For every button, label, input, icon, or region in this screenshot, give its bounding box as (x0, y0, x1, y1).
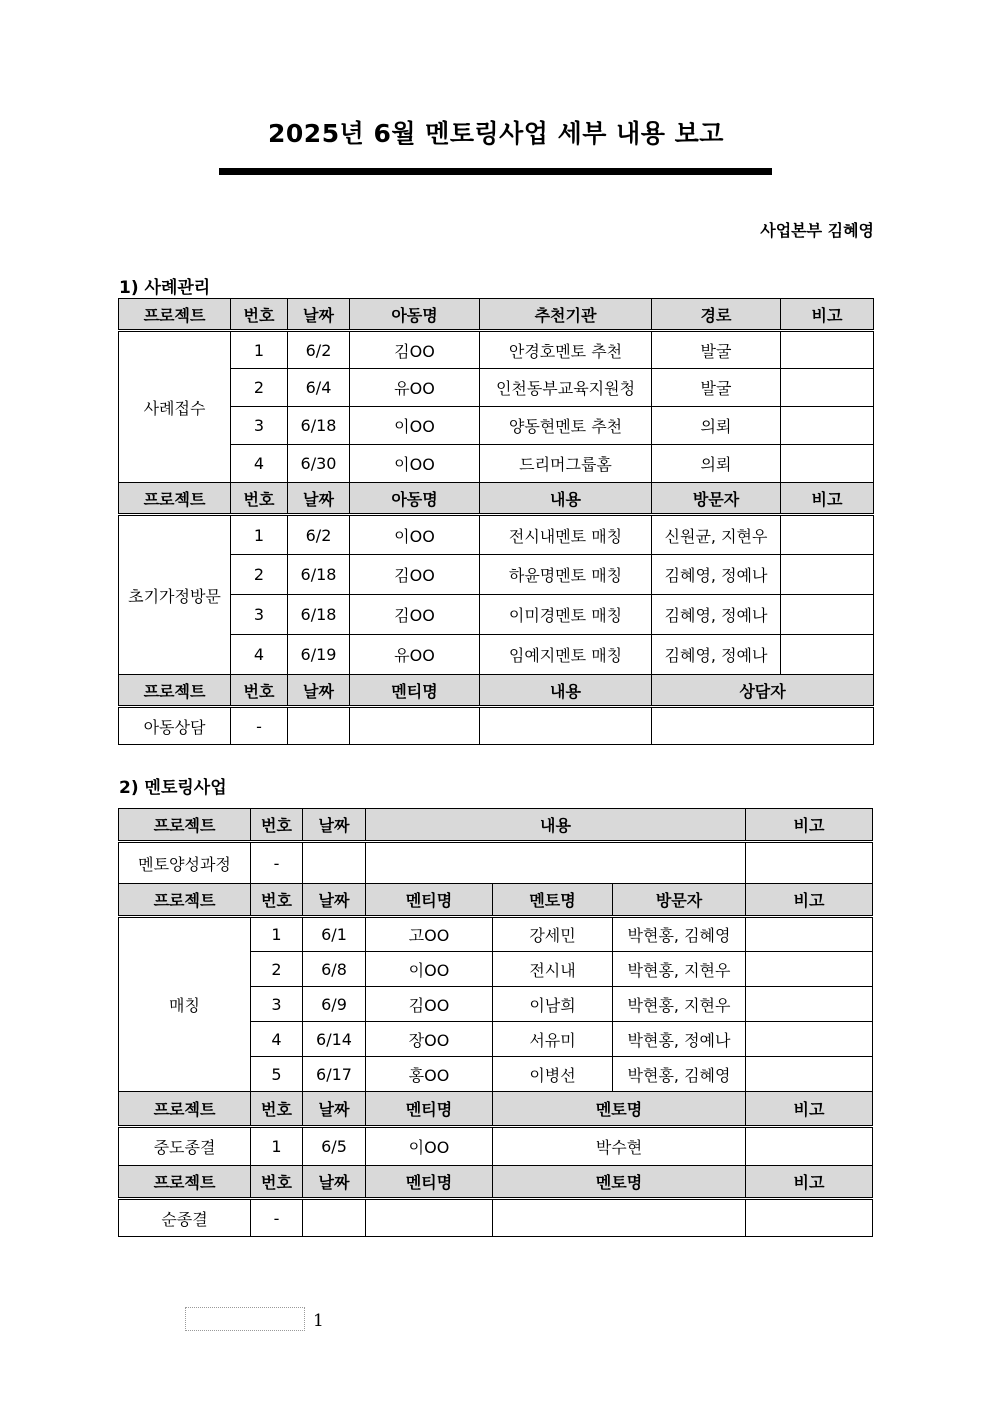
header-cell: 날짜 (288, 299, 350, 331)
cell: 의뢰 (652, 407, 781, 445)
header-cell: 날짜 (288, 675, 350, 707)
cell (746, 1022, 873, 1057)
header-cell: 멘티명 (366, 1092, 493, 1127)
cell: 3 (251, 987, 303, 1022)
table-row (119, 555, 874, 595)
header-cell: 프로젝트 (119, 299, 231, 331)
cell: 6/2 (288, 515, 350, 555)
cell: 김혜영, 정예나 (652, 555, 781, 595)
header-cell: 경로 (652, 299, 781, 331)
cell: 6/4 (288, 369, 350, 407)
cell: 김혜영, 정예나 (652, 595, 781, 635)
cell (746, 917, 873, 952)
table-row (119, 369, 874, 407)
cell: 6/14 (303, 1022, 366, 1057)
cell: 이병선 (493, 1057, 613, 1092)
cell: 6/30 (288, 445, 350, 483)
cell (781, 515, 874, 555)
cell (746, 1057, 873, 1092)
title-underline (219, 168, 772, 175)
header-cell: 프로젝트 (119, 483, 231, 515)
cell (288, 707, 350, 745)
cell (781, 445, 874, 483)
header-cell: 비고 (781, 483, 874, 515)
cell: 3 (231, 595, 288, 635)
cell: 6/5 (303, 1127, 366, 1166)
matching-header-row (119, 884, 873, 917)
cell (366, 1199, 493, 1237)
header-cell: 프로젝트 (119, 884, 251, 917)
header-cell: 상담자 (652, 675, 874, 707)
header-cell: 프로젝트 (119, 1092, 251, 1127)
header-cell: 번호 (251, 1166, 303, 1199)
cell (652, 707, 874, 745)
project-cell: 멘토양성과정 (119, 842, 251, 884)
cell: 임예지멘토 매칭 (480, 635, 652, 675)
header-cell: 날짜 (303, 1166, 366, 1199)
page-title: 2025년 6월 멘토링사업 세부 내용 보고 (268, 119, 724, 148)
cell: 3 (231, 407, 288, 445)
cell: 2 (231, 369, 288, 407)
cell: 인천동부교육지원청 (480, 369, 652, 407)
table-row (119, 331, 874, 369)
midterm-header-row (119, 1092, 873, 1127)
section-heading-mentoring: 2) 멘토링사업 (119, 778, 227, 798)
cell: 2 (251, 952, 303, 987)
cell (480, 707, 652, 745)
header-cell: 날짜 (303, 884, 366, 917)
header-cell: 프로젝트 (119, 1166, 251, 1199)
header-cell: 비고 (746, 1092, 873, 1127)
cell: 6/17 (303, 1057, 366, 1092)
cell (493, 1199, 746, 1237)
cell: 김혜영, 정예나 (652, 635, 781, 675)
project-cell: 중도종결 (119, 1127, 251, 1166)
cell: 김OO (350, 331, 480, 369)
cell: 4 (231, 635, 288, 675)
cell: 김OO (350, 555, 480, 595)
header-cell: 날짜 (303, 1092, 366, 1127)
project-cell: 순종결 (119, 1199, 251, 1237)
header-cell: 추천기관 (480, 299, 652, 331)
cell: 1 (231, 515, 288, 555)
header-cell: 비고 (781, 299, 874, 331)
author-line: 사업본부 김혜영 (760, 221, 874, 240)
cell (781, 635, 874, 675)
cell (781, 331, 874, 369)
cell (746, 952, 873, 987)
header-cell: 비고 (746, 809, 873, 842)
cell: 전시내멘토 매칭 (480, 515, 652, 555)
header-cell: 멘토명 (493, 1166, 746, 1199)
header-cell: 멘티명 (350, 675, 480, 707)
cell: 김OO (366, 987, 493, 1022)
table-row (119, 407, 874, 445)
cell (746, 842, 873, 884)
cell: 6/18 (288, 407, 350, 445)
cell: 유OO (350, 635, 480, 675)
cell: 강세민 (493, 917, 613, 952)
cell: 안경호멘토 추천 (480, 331, 652, 369)
header-cell: 멘토명 (493, 1092, 746, 1127)
cell: 이OO (350, 515, 480, 555)
table-row (119, 515, 874, 555)
table-row (119, 917, 873, 952)
cell: 박수현 (493, 1127, 746, 1166)
cell (366, 842, 746, 884)
project-cell: 사례접수 (119, 331, 231, 483)
header-cell: 비고 (746, 884, 873, 917)
cell: 신원균, 지현우 (652, 515, 781, 555)
table-row (119, 595, 874, 635)
intake-header-row (119, 299, 874, 331)
cell: 고OO (366, 917, 493, 952)
cell: 유OO (350, 369, 480, 407)
cell (781, 369, 874, 407)
table-row (119, 445, 874, 483)
header-cell: 비고 (746, 1166, 873, 1199)
cell (303, 842, 366, 884)
cell: 발굴 (652, 331, 781, 369)
cell: 1 (251, 917, 303, 952)
cell: 의뢰 (652, 445, 781, 483)
cell: 전시내 (493, 952, 613, 987)
cell: 6/9 (303, 987, 366, 1022)
section-heading-case-management: 1) 사례관리 (119, 278, 211, 298)
cell: 이미경멘토 매칭 (480, 595, 652, 635)
page-number-box (185, 1307, 305, 1331)
cell: 이OO (366, 952, 493, 987)
cell (781, 555, 874, 595)
visit-header-row (119, 483, 874, 515)
cell (746, 1199, 873, 1237)
header-cell: 프로젝트 (119, 809, 251, 842)
cell: 장OO (366, 1022, 493, 1057)
table-row (119, 1199, 873, 1237)
cell: 6/18 (288, 595, 350, 635)
cell: 박현홍, 지현우 (613, 952, 746, 987)
table-row (119, 635, 874, 675)
header-cell: 방문자 (613, 884, 746, 917)
cell: 6/18 (288, 555, 350, 595)
cell: 양동현멘토 추천 (480, 407, 652, 445)
cell: 박현홍, 김혜영 (613, 1057, 746, 1092)
table-row (119, 707, 874, 745)
cell: 6/1 (303, 917, 366, 952)
header-cell: 내용 (480, 675, 652, 707)
cell: 4 (231, 445, 288, 483)
header-cell: 번호 (231, 299, 288, 331)
cell (746, 987, 873, 1022)
normal-end-header-row (119, 1166, 873, 1199)
project-cell: 초기가정방문 (119, 515, 231, 675)
header-cell: 날짜 (288, 483, 350, 515)
cell (350, 707, 480, 745)
header-cell: 방문자 (652, 483, 781, 515)
mentoring-table (118, 808, 873, 1237)
cell: - (251, 1199, 303, 1237)
cell (781, 407, 874, 445)
page-number: 1 (313, 1311, 324, 1331)
cell: 하윤명멘토 매칭 (480, 555, 652, 595)
header-cell: 번호 (231, 483, 288, 515)
header-cell: 내용 (366, 809, 746, 842)
project-cell: 매칭 (119, 917, 251, 1092)
cell (781, 595, 874, 635)
header-cell: 내용 (480, 483, 652, 515)
cell: 박현홍, 정예나 (613, 1022, 746, 1057)
counsel-header-row (119, 675, 874, 707)
case-management-table (118, 298, 874, 745)
cell: 4 (251, 1022, 303, 1057)
cell (746, 1127, 873, 1166)
cell: - (251, 842, 303, 884)
cell: 이OO (350, 445, 480, 483)
cell: 박현홍, 지현우 (613, 987, 746, 1022)
header-cell: 날짜 (303, 809, 366, 842)
header-cell: 아동명 (350, 299, 480, 331)
cell: 서유미 (493, 1022, 613, 1057)
project-cell: 아동상담 (119, 707, 231, 745)
header-cell: 멘티명 (366, 884, 493, 917)
table-row (119, 1127, 873, 1166)
cell: 김OO (350, 595, 480, 635)
header-cell: 프로젝트 (119, 675, 231, 707)
cell: 박현홍, 김혜영 (613, 917, 746, 952)
header-cell: 번호 (231, 675, 288, 707)
table-row (119, 842, 873, 884)
header-cell: 번호 (251, 1092, 303, 1127)
cell: 이남희 (493, 987, 613, 1022)
training-header-row (119, 809, 873, 842)
cell: 5 (251, 1057, 303, 1092)
header-cell: 멘티명 (366, 1166, 493, 1199)
cell: 홍OO (366, 1057, 493, 1092)
cell: 드리머그룹홈 (480, 445, 652, 483)
header-cell: 번호 (251, 884, 303, 917)
cell (303, 1199, 366, 1237)
header-cell: 멘토명 (493, 884, 613, 917)
cell: 2 (231, 555, 288, 595)
cell: 이OO (350, 407, 480, 445)
cell: 1 (251, 1127, 303, 1166)
cell: - (231, 707, 288, 745)
cell: 1 (231, 331, 288, 369)
header-cell: 아동명 (350, 483, 480, 515)
cell: 6/8 (303, 952, 366, 987)
cell: 이OO (366, 1127, 493, 1166)
cell: 6/19 (288, 635, 350, 675)
header-cell: 번호 (251, 809, 303, 842)
cell: 발굴 (652, 369, 781, 407)
cell: 6/2 (288, 331, 350, 369)
